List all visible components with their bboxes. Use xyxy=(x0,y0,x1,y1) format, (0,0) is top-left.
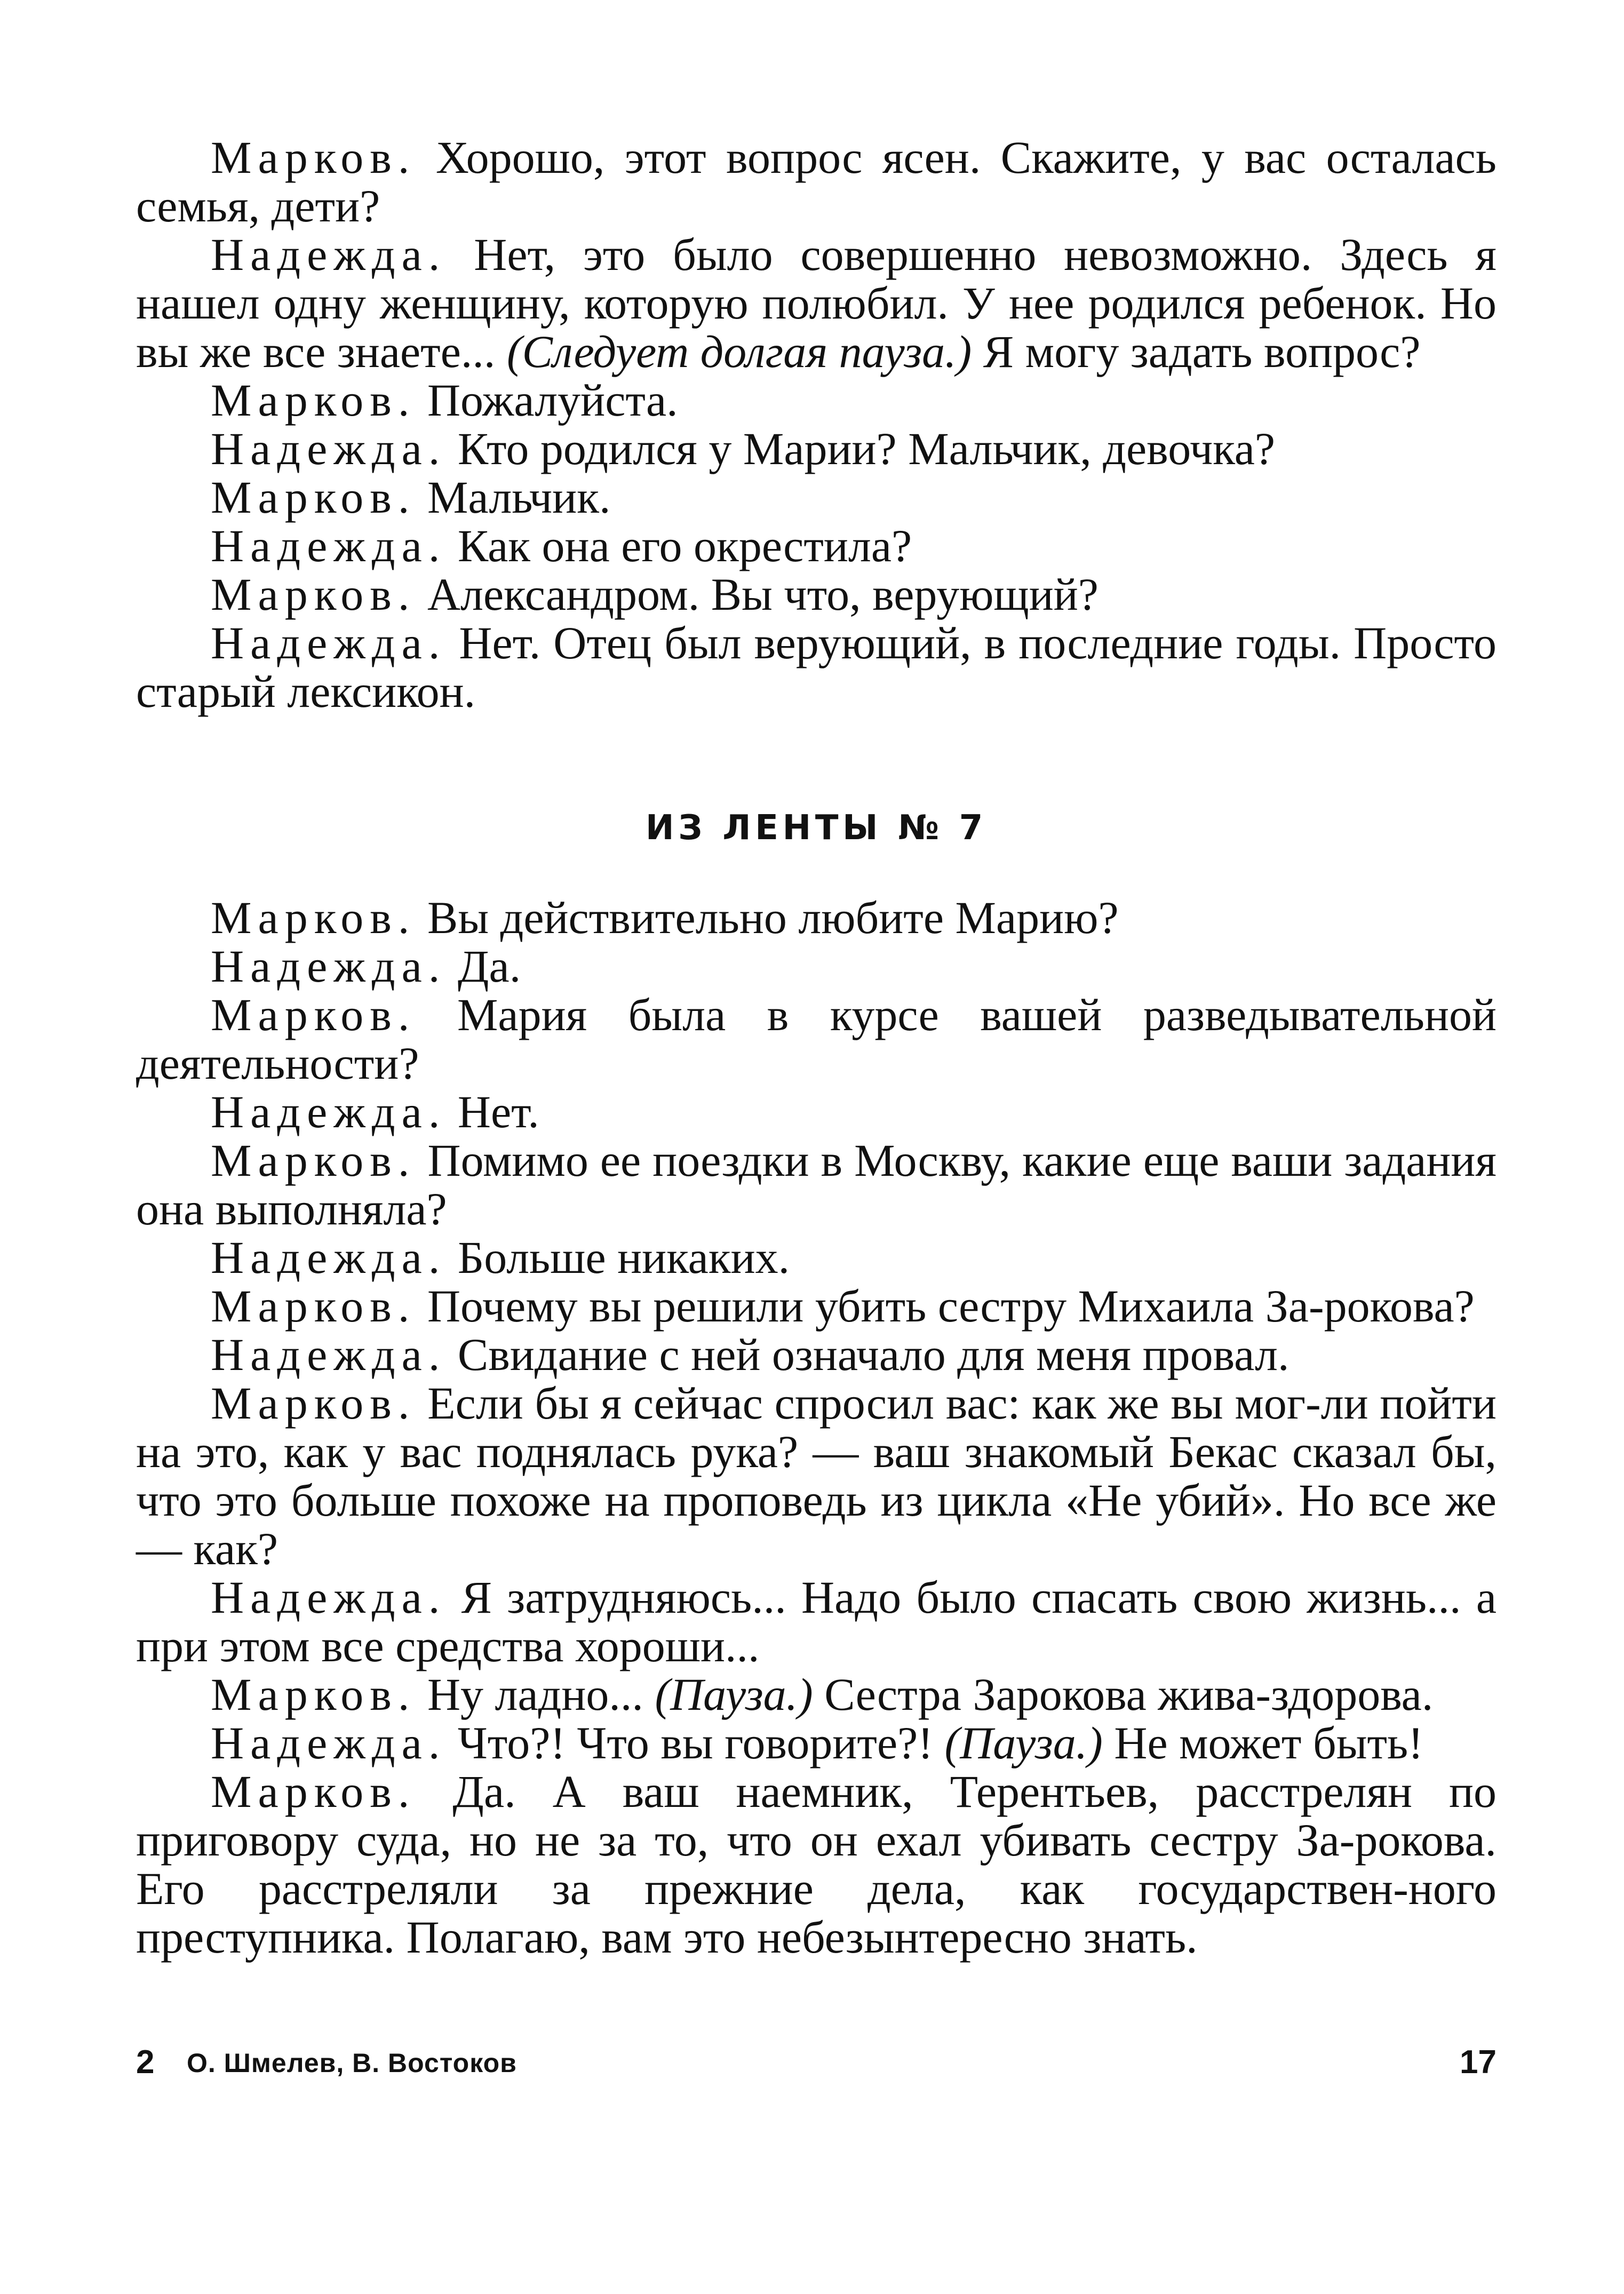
dialogue-line xyxy=(136,942,1496,991)
stage-direction: (Пауза.) xyxy=(944,1717,1103,1769)
dialogue-line xyxy=(136,1767,1496,1962)
speaker-name: Надежда. xyxy=(211,1717,447,1769)
speaker-name: Марков. xyxy=(211,472,416,523)
line-text: Нет. Отец был верующий, в последние годы. Просто старый лексикон. xyxy=(136,617,1496,717)
line-text: Пожалуйста. xyxy=(416,375,678,426)
speaker-name: Марков. xyxy=(211,132,416,183)
line-text: Вы действительно любите Марию? xyxy=(416,892,1119,943)
stage-direction: (Следует долгая пауза.) xyxy=(506,326,972,377)
line-text: Александром. Вы что, верующий? xyxy=(416,569,1098,620)
line-text: Нет, это было совершенно невозможно. Здесь я нашел одну женщину, которую полюбил. У нее родился ребенок. Но вы же все знаете... xyxy=(136,229,1496,377)
line-text: Помимо ее поездки в Москву, какие еще ваши задания она выполняла? xyxy=(136,1135,1496,1234)
line-text: Больше никаких. xyxy=(446,1232,790,1283)
dialogue-block-bottom xyxy=(136,894,1496,1962)
line-text: Как она его окрестила? xyxy=(446,520,912,571)
dialogue-line xyxy=(136,522,1496,570)
line-text: Мальчик. xyxy=(416,472,611,523)
speaker-name: Надежда. xyxy=(211,423,447,474)
dialogue-line xyxy=(136,1379,1496,1573)
section-heading: ИЗ ЛЕНТЫ № 7 xyxy=(646,808,987,848)
speaker-name: Марков. xyxy=(211,1135,416,1186)
line-text: Да. А ваш наемник, Терентьев, расстрелян по приговору суда, но не за то, что он ехал убивать сестру За-рокова. Его расстреляли за прежние дела, как государствен-ного преступника. Полагаю, вам это небезынтересно знать. xyxy=(136,1766,1496,1963)
speaker-name: Надежда. xyxy=(211,520,447,571)
page-number: 17 xyxy=(1460,2044,1496,2081)
signature-mark: 2 xyxy=(136,2044,155,2081)
line-text: Сестра Зарокова жива-здорова. xyxy=(813,1669,1434,1720)
page-footer xyxy=(136,2043,1496,2086)
speaker-name: Надежда. xyxy=(211,1086,447,1137)
dialogue-line xyxy=(136,1136,1496,1233)
line-text: Нет. xyxy=(446,1086,539,1137)
speaker-name: Надежда. xyxy=(211,1232,447,1283)
speaker-name: Надежда. xyxy=(211,617,447,668)
dialogue-list-top xyxy=(136,133,1496,716)
dialogue-line xyxy=(136,991,1496,1088)
speaker-name: Марков. xyxy=(211,989,416,1040)
line-text: Почему вы решили убить сестру Михаила За-рокова? xyxy=(416,1280,1475,1332)
line-text: Я затрудняюсь... Надо было спасать свою жизнь... а при этом все средства хороши... xyxy=(136,1572,1496,1671)
line-text: Если бы я сейчас спросил вас: как же вы мог-ли пойти на это, как у вас поднялась рука? — ваш знакомый Бекас сказал бы, что это больше похоже на проповедь из цикла «Не убий». Но все же — как? xyxy=(136,1377,1496,1574)
dialogue-line xyxy=(136,473,1496,522)
stage-direction: (Пауза.) xyxy=(655,1669,813,1720)
dialogue-block-top xyxy=(136,133,1496,716)
speaker-name: Надежда. xyxy=(211,1329,447,1380)
dialogue-line xyxy=(136,425,1496,473)
dialogue-line xyxy=(136,1719,1496,1767)
dialogue-line xyxy=(136,1282,1496,1331)
dialogue-line xyxy=(136,1331,1496,1379)
speaker-name: Марков. xyxy=(211,1669,416,1720)
speaker-name: Марков. xyxy=(211,569,416,620)
dialogue-line xyxy=(136,619,1496,716)
speaker-name: Марков. xyxy=(211,1377,416,1429)
speaker-name: Надежда. xyxy=(211,229,447,280)
line-text: Мария была в курсе вашей разведывательной деятельности? xyxy=(136,989,1496,1089)
dialogue-list-bottom xyxy=(136,894,1496,1962)
dialogue-line xyxy=(136,570,1496,619)
speaker-name: Марков. xyxy=(211,1280,416,1332)
dialogue-line xyxy=(136,1573,1496,1670)
footer-authors: О. Шмелев, В. Востоков xyxy=(187,2048,517,2078)
dialogue-line xyxy=(136,1233,1496,1282)
line-text: Я могу задать вопрос? xyxy=(972,326,1421,377)
dialogue-line xyxy=(136,376,1496,425)
speaker-name: Надежда. xyxy=(211,1572,447,1623)
line-text: Хорошо, этот вопрос ясен. Скажите, у вас осталась семья, дети? xyxy=(136,132,1496,232)
speaker-name: Марков. xyxy=(211,892,416,943)
speaker-name: Марков. xyxy=(211,375,416,426)
dialogue-line xyxy=(136,133,1496,230)
line-text: Свидание с ней означало для меня провал. xyxy=(446,1329,1289,1380)
line-text: Не может быть! xyxy=(1102,1717,1423,1769)
dialogue-line xyxy=(136,894,1496,942)
speaker-name: Надежда. xyxy=(211,941,447,992)
line-text: Ну ладно... xyxy=(416,1669,655,1720)
line-text: Да. xyxy=(446,941,521,992)
line-text: Что?! Что вы говорите?! xyxy=(446,1717,945,1769)
dialogue-line xyxy=(136,1088,1496,1136)
speaker-name: Марков. xyxy=(211,1766,416,1817)
dialogue-line xyxy=(136,230,1496,376)
dialogue-line xyxy=(136,1670,1496,1719)
line-text: Кто родился у Марии? Мальчик, девочка? xyxy=(446,423,1276,474)
